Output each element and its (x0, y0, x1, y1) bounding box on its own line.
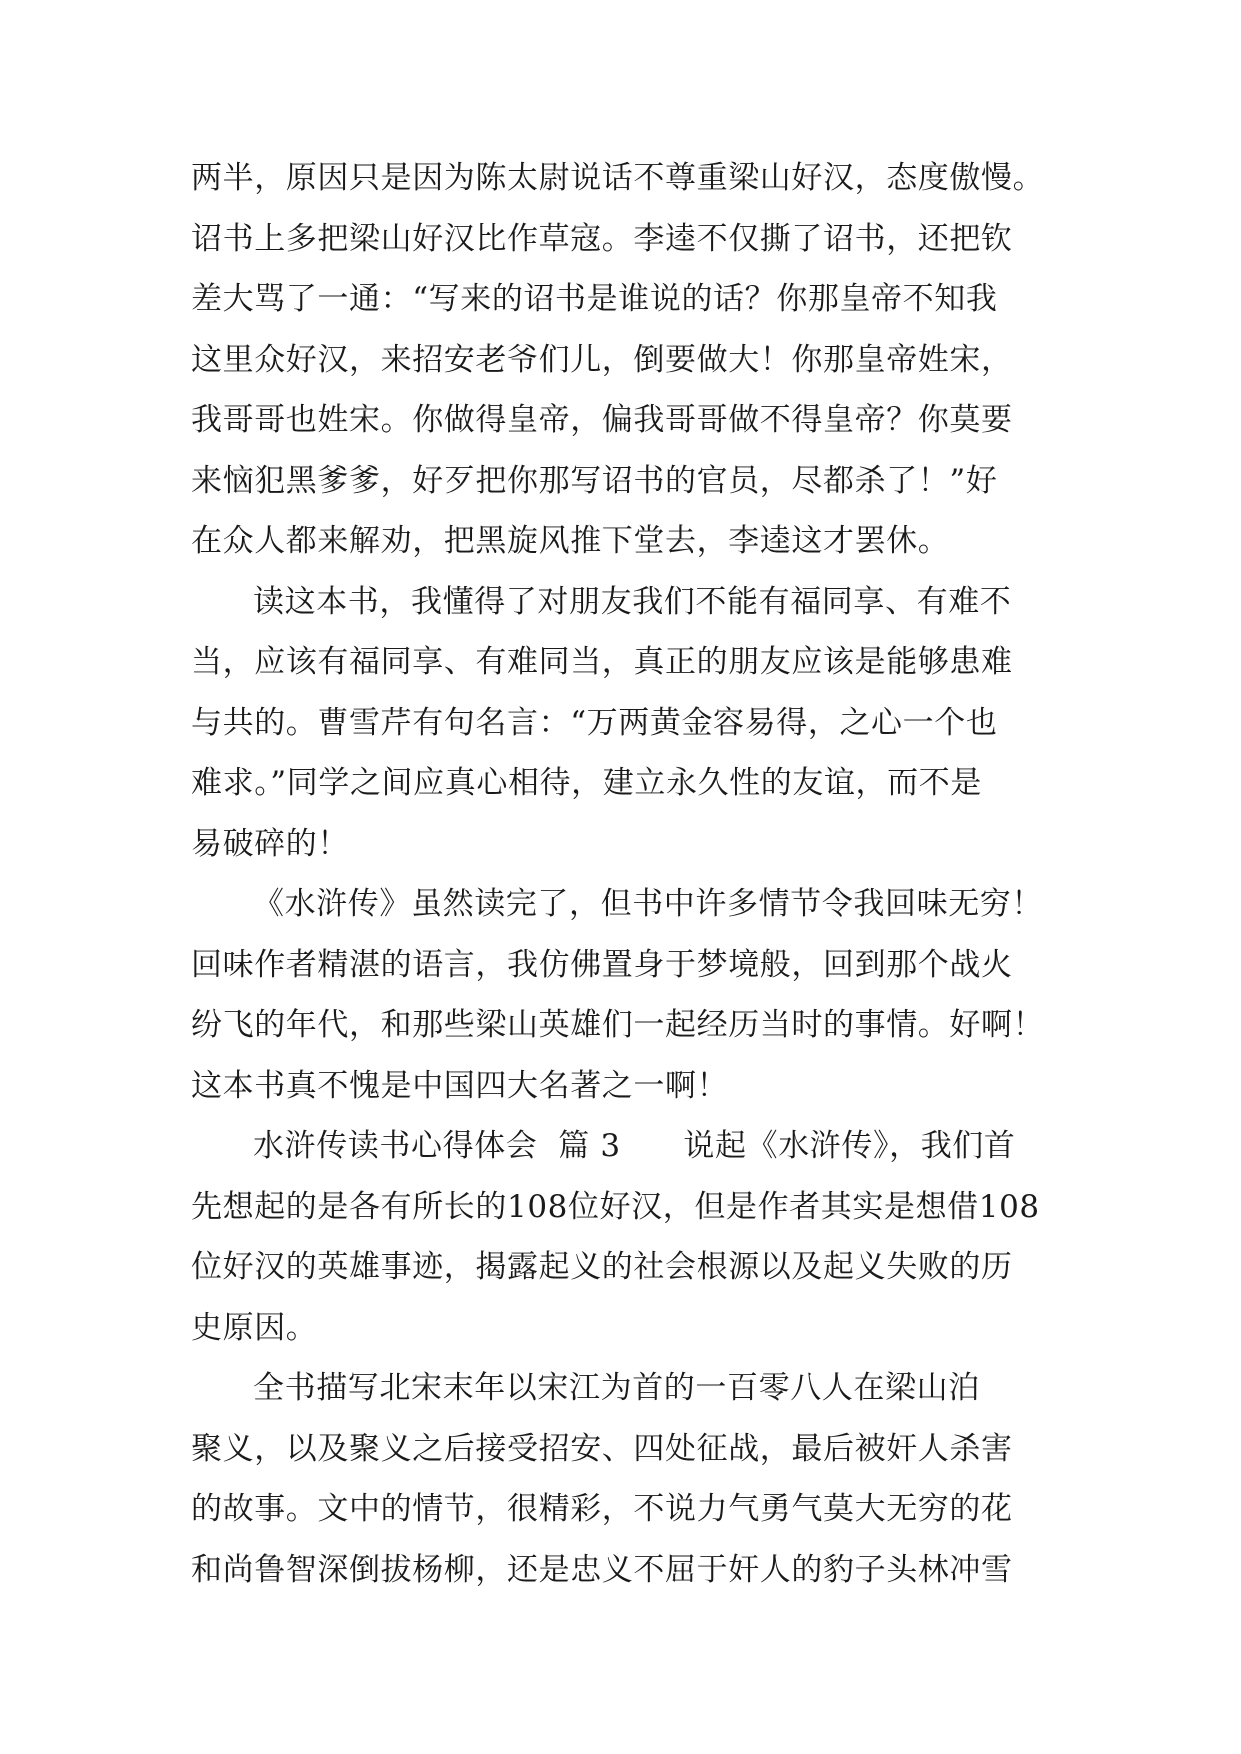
text-line-21: 全书描写北宋末年以宋江为首的一百零八人在梁山泊 (253, 1370, 980, 1406)
text-line-13: 《水浒传》虽然读完了，但书中许多情节令我回味无穷！ (253, 886, 1043, 922)
text-line-16: 这本书真不愧是中国四大名著之一啊！ (191, 1067, 729, 1104)
text-line-1: 两半，原因只是因为陈太尉说话不尊重梁山好汉，态度傲慢。 (191, 160, 1045, 196)
text-line-6: 来恼犯黑爹爹，好歹把你那写诏书的官员，尽都杀了！”好 (191, 462, 998, 499)
text-line-10: 与共的。曹雪芹有句名言：“万两黄金容易得，之心一个也 (191, 704, 998, 741)
text-line-3: 差大骂了一通：“写来的诏书是谁说的话？你那皇帝不知我 (191, 281, 998, 317)
text-line-9: 当，应该有福同享、有难同当，真正的朋友应该是能够患难 (191, 644, 1013, 680)
text-line-14: 回味作者精湛的语言，我仿佛置身于梦境般，回到那个战火 (191, 946, 1013, 983)
text-line-7: 在众人都来解劝，把黑旋风推下堂去，李逵这才罢休。 (191, 523, 950, 559)
text-line-18: 先想起的是各有所长的108位好汉，但是作者其实是想借108 (191, 1188, 1040, 1225)
text-line-5: 我哥哥也姓宋。你做得皇帝，偏我哥哥做不得皇帝？你莫要 (191, 402, 1013, 438)
text-line-19: 位好汉的英雄事迹，揭露起义的社会根源以及起义失败的历 (191, 1249, 1013, 1285)
text-line-4: 这里众好汉，来招安老爷们儿，倒要做大！你那皇帝姓宋， (191, 341, 1013, 378)
text-line-2: 诏书上多把梁山好汉比作草寇。李逵不仅撕了诏书，还把钦 (191, 220, 1013, 257)
text-line-15: 纷飞的年代，和那些梁山英雄们一起经历当时的事情。好啊！ (191, 1007, 1045, 1043)
body-text (191, 148, 1061, 1600)
text-line-24: 和尚鲁智深倒拔杨柳，还是忠义不屈于奸人的豹子头林冲雪 (191, 1551, 1013, 1588)
text-line-17: 水浒传读书心得体会 篇 3 说起《水浒传》，我们首 (253, 1128, 1016, 1164)
text-line-8: 读这本书，我懂得了对朋友我们不能有福同享、有难不 (253, 583, 1012, 620)
text-line-11: 难求。”同学之间应真心相待，建立永久性的友谊，而不是 (191, 765, 982, 801)
text-line-20: 史原因。 (191, 1309, 318, 1346)
text-line-22: 聚义，以及聚义之后接受招安、四处征战，最后被奸人杀害 (191, 1430, 1013, 1467)
text-line-23: 的故事。文中的情节，很精彩，不说力气勇气莫大无穷的花 (191, 1491, 1013, 1527)
text-line-12: 易破碎的！ (191, 825, 349, 862)
